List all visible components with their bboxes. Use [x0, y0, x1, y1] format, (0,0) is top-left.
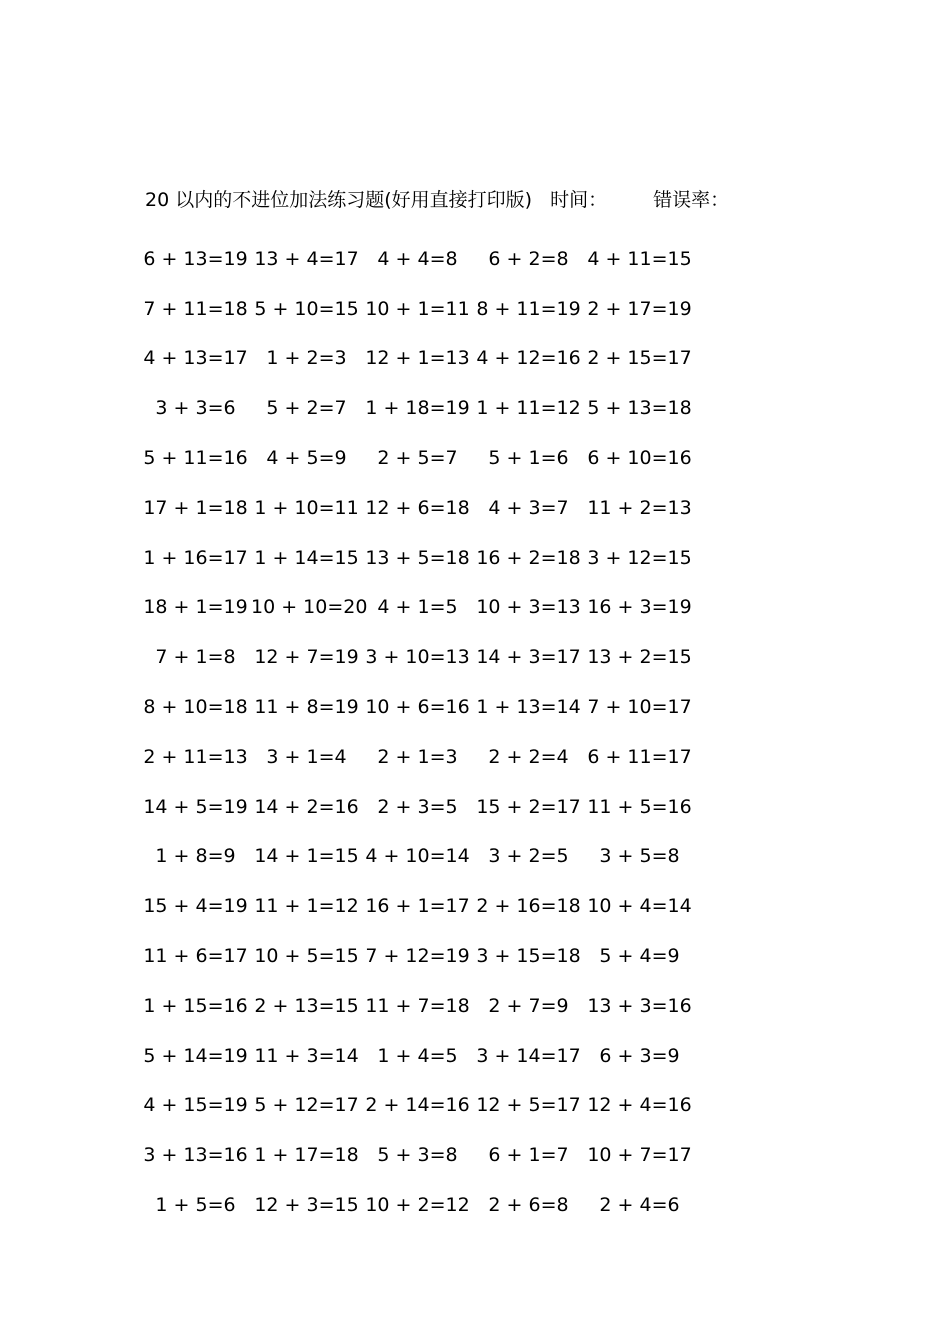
problem-item: 1 + 14=15 — [254, 546, 359, 569]
problem-item: 14 + 1=15 — [254, 845, 359, 868]
problem-item: 2 + 16=18 — [476, 895, 581, 918]
problem-item: 2 + 1=3 — [377, 745, 458, 768]
problem-item: 1 + 2=3 — [266, 347, 347, 370]
problem-item: 5 + 12=17 — [254, 1094, 359, 1117]
problem-item: 1 + 11=12 — [476, 397, 581, 420]
problem-item: 3 + 2=5 — [488, 845, 569, 868]
problem-row — [140, 782, 700, 832]
problem-item: 10 + 1=11 — [365, 297, 470, 320]
problem-item: 13 + 3=16 — [587, 994, 692, 1017]
problem-item: 12 + 3=15 — [254, 1194, 359, 1217]
problem-row — [140, 1081, 700, 1131]
problem-item: 4 + 10=14 — [365, 845, 470, 868]
problem-item: 11 + 8=19 — [254, 696, 359, 719]
problem-item: 1 + 16=17 — [143, 546, 248, 569]
problem-item: 6 + 10=16 — [587, 447, 692, 470]
problem-row — [140, 881, 700, 931]
problem-item: 3 + 12=15 — [587, 546, 692, 569]
problem-item: 17 + 1=18 — [143, 496, 248, 519]
problem-item: 1 + 8=9 — [155, 845, 236, 868]
problem-item: 3 + 14=17 — [476, 1044, 581, 1067]
problem-item: 4 + 13=17 — [143, 347, 248, 370]
problem-row — [140, 682, 700, 732]
problem-item: 6 + 13=19 — [143, 247, 248, 270]
problem-row — [140, 533, 700, 583]
problem-item: 3 + 1=4 — [266, 745, 347, 768]
worksheet-header — [145, 186, 729, 214]
problem-row — [140, 981, 700, 1031]
problem-item: 14 + 3=17 — [476, 646, 581, 669]
problem-item: 7 + 11=18 — [143, 297, 248, 320]
problem-item: 6 + 11=17 — [587, 745, 692, 768]
problem-row — [140, 383, 700, 433]
problem-item: 2 + 15=17 — [587, 347, 692, 370]
problem-row — [140, 284, 700, 334]
problem-item: 4 + 1=5 — [377, 596, 458, 619]
problem-item: 5 + 3=8 — [377, 1144, 458, 1167]
time-label: 时间： — [550, 189, 608, 211]
problem-item: 5 + 2=7 — [266, 397, 347, 420]
problem-item: 16 + 2=18 — [476, 546, 581, 569]
problem-item: 12 + 4=16 — [587, 1094, 692, 1117]
problem-item: 5 + 1=6 — [488, 447, 569, 470]
problem-item: 10 + 10=20 — [251, 596, 368, 619]
problem-item: 2 + 2=4 — [488, 745, 569, 768]
problem-item: 6 + 1=7 — [488, 1144, 569, 1167]
problem-row — [140, 583, 700, 633]
problem-item: 10 + 5=15 — [254, 945, 359, 968]
problem-item: 12 + 7=19 — [254, 646, 359, 669]
problem-item: 14 + 5=19 — [143, 795, 248, 818]
problem-item: 12 + 5=17 — [476, 1094, 581, 1117]
problem-row — [140, 832, 700, 882]
problem-item: 13 + 2=15 — [587, 646, 692, 669]
problem-item: 10 + 3=13 — [476, 596, 581, 619]
problem-row — [140, 931, 700, 981]
problem-item: 2 + 5=7 — [377, 447, 458, 470]
problem-row — [140, 234, 700, 284]
problem-item: 4 + 11=15 — [587, 247, 692, 270]
problem-item: 1 + 4=5 — [377, 1044, 458, 1067]
problem-item: 7 + 12=19 — [365, 945, 470, 968]
problem-item: 7 + 10=17 — [587, 696, 692, 719]
problem-item: 3 + 5=8 — [599, 845, 680, 868]
problem-item: 15 + 2=17 — [476, 795, 581, 818]
problem-item: 7 + 1=8 — [155, 646, 236, 669]
problem-item: 2 + 13=15 — [254, 994, 359, 1017]
problem-item: 10 + 4=14 — [587, 895, 692, 918]
problem-item: 8 + 11=19 — [476, 297, 581, 320]
problem-item: 11 + 7=18 — [365, 994, 470, 1017]
problem-item: 11 + 6=17 — [143, 945, 248, 968]
problem-item: 3 + 10=13 — [365, 646, 470, 669]
problem-item: 16 + 3=19 — [587, 596, 692, 619]
problem-item: 1 + 18=19 — [365, 397, 470, 420]
problem-row — [140, 433, 700, 483]
problem-item: 11 + 5=16 — [587, 795, 692, 818]
problem-row — [140, 1130, 700, 1180]
problem-item: 3 + 13=16 — [143, 1144, 248, 1167]
problem-item: 4 + 5=9 — [266, 447, 347, 470]
problem-item: 5 + 4=9 — [599, 945, 680, 968]
problem-item: 2 + 17=19 — [587, 297, 692, 320]
problem-item: 5 + 11=16 — [143, 447, 248, 470]
problem-row — [140, 632, 700, 682]
problem-item: 2 + 3=5 — [377, 795, 458, 818]
problem-item: 2 + 11=13 — [143, 745, 248, 768]
problem-row — [140, 334, 700, 384]
problem-item: 1 + 5=6 — [155, 1194, 236, 1217]
error-rate-label: 错误率： — [653, 189, 730, 211]
problem-item: 13 + 4=17 — [254, 247, 359, 270]
problem-item: 8 + 10=18 — [143, 696, 248, 719]
problem-item: 4 + 3=7 — [488, 496, 569, 519]
problem-item: 10 + 7=17 — [587, 1144, 692, 1167]
problem-item: 4 + 15=19 — [143, 1094, 248, 1117]
problem-grid — [140, 234, 700, 1230]
problem-item: 10 + 6=16 — [365, 696, 470, 719]
problem-item: 5 + 14=19 — [143, 1044, 248, 1067]
worksheet-title: 20 以内的不进位加法练习题(好用直接打印版) — [145, 189, 533, 211]
problem-item: 12 + 1=13 — [365, 347, 470, 370]
problem-item: 4 + 12=16 — [476, 347, 581, 370]
problem-item: 1 + 17=18 — [254, 1144, 359, 1167]
problem-item: 2 + 6=8 — [488, 1194, 569, 1217]
problem-item: 1 + 10=11 — [254, 496, 359, 519]
problem-item: 11 + 3=14 — [254, 1044, 359, 1067]
problem-item: 6 + 2=8 — [488, 247, 569, 270]
problem-row — [140, 1180, 700, 1230]
problem-row — [140, 483, 700, 533]
problem-item: 3 + 3=6 — [155, 397, 236, 420]
problem-item: 5 + 13=18 — [587, 397, 692, 420]
problem-item: 1 + 15=16 — [143, 994, 248, 1017]
problem-item: 3 + 15=18 — [476, 945, 581, 968]
problem-item: 12 + 6=18 — [365, 496, 470, 519]
problem-item: 4 + 4=8 — [377, 247, 458, 270]
problem-item: 16 + 1=17 — [365, 895, 470, 918]
problem-item: 1 + 13=14 — [476, 696, 581, 719]
problem-row — [140, 1031, 700, 1081]
problem-item: 2 + 14=16 — [365, 1094, 470, 1117]
problem-item: 2 + 7=9 — [488, 994, 569, 1017]
problem-item: 6 + 3=9 — [599, 1044, 680, 1067]
problem-item: 5 + 10=15 — [254, 297, 359, 320]
problem-row — [140, 732, 700, 782]
problem-item: 18 + 1=19 — [143, 596, 248, 619]
problem-item: 15 + 4=19 — [143, 895, 248, 918]
problem-item: 13 + 5=18 — [365, 546, 470, 569]
problem-item: 2 + 4=6 — [599, 1194, 680, 1217]
problem-item: 11 + 2=13 — [587, 496, 692, 519]
problem-item: 11 + 1=12 — [254, 895, 359, 918]
problem-item: 10 + 2=12 — [365, 1194, 470, 1217]
problem-item: 14 + 2=16 — [254, 795, 359, 818]
